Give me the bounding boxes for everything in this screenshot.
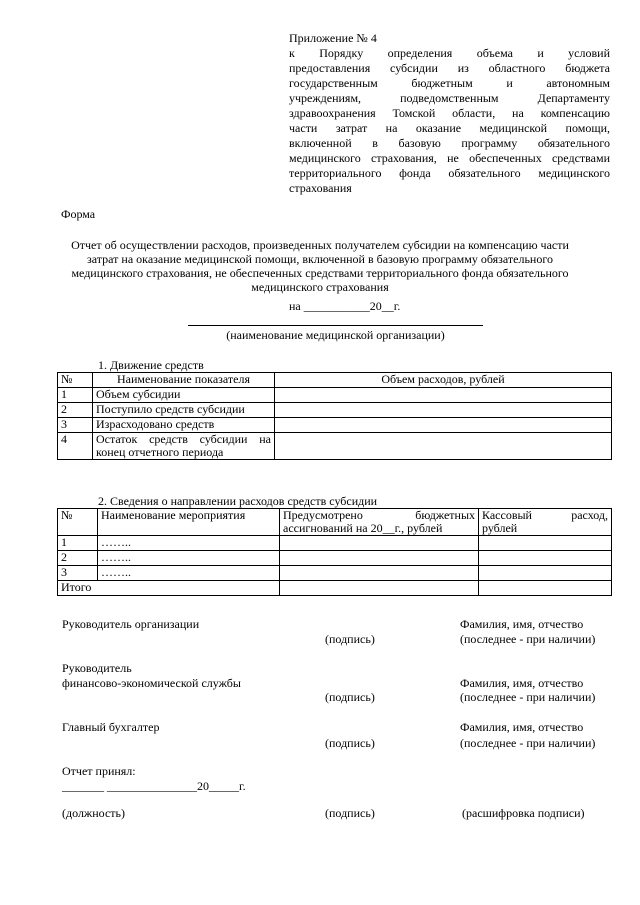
value-cell[interactable]: [280, 566, 479, 581]
form-label: Форма: [61, 207, 96, 221]
accepted-date[interactable]: _______ _______________20_____г.: [62, 779, 246, 793]
value-cell[interactable]: [479, 566, 612, 581]
row-label: Остаток средств субсидии на конец отчетного периода: [93, 433, 275, 460]
row-label: Израсходовано средств: [93, 418, 275, 433]
table-row: [58, 403, 612, 418]
value-cell[interactable]: [275, 403, 612, 418]
funds-movement-table: [57, 372, 612, 460]
row-number: 3: [58, 566, 98, 581]
finance-title-1: Руководитель: [62, 661, 132, 675]
appendix-line: государственным бюджетным и автономным: [289, 76, 610, 90]
row-number: 1: [58, 536, 98, 551]
position-caption: (должность): [62, 806, 125, 820]
fio-label: Фамилия, имя, отчество: [460, 676, 584, 690]
report-title: Отчет об осуществлении расходов, произведенных получателем субсидии на компенсацию части затрат на оказание медицинской помощи, включенной в базовую программу обязательного медицинского страхования, не обеспеченных средствами территориального фонда обязательного медицинского страхования: [71, 238, 569, 294]
table-header-row: [58, 509, 612, 536]
appendix-line: части затрат на оказание медицинской помощи,: [289, 121, 610, 135]
fio-note: (последнее - при наличии): [460, 632, 596, 646]
signature-caption: (подпись): [325, 806, 375, 820]
total-label: Итого: [58, 581, 280, 596]
value-cell[interactable]: [275, 433, 612, 460]
signature-caption: (подпись): [325, 690, 375, 704]
total-value[interactable]: [479, 581, 612, 596]
table-header-row: [58, 373, 612, 388]
value-cell[interactable]: [280, 551, 479, 566]
row-label[interactable]: ……..: [98, 566, 280, 581]
row-label: Поступило средств субсидии: [93, 403, 275, 418]
decode-caption: (расшифровка подписи): [462, 806, 585, 820]
appendix-line: учреждениям, подведомственным Департаменту: [289, 91, 610, 105]
row-number: 3: [58, 418, 93, 433]
fio-note: (последнее - при наличии): [460, 736, 596, 750]
row-label: Объем субсидии: [93, 388, 275, 403]
signature-caption: (подпись): [325, 632, 375, 646]
header-cell: Наименование показателя: [93, 373, 275, 388]
header-cell: Кассовый расход, рублей: [479, 509, 612, 536]
fio-note: (последнее - при наличии): [460, 690, 596, 704]
row-number: 2: [58, 403, 93, 418]
appendix-line: здравоохранения Томской области, на компенсацию: [289, 106, 610, 120]
value-cell[interactable]: [275, 418, 612, 433]
appendix-line: включенной в базовую программу обязательного: [289, 136, 610, 150]
header-cell: Предусмотрено бюджетных ассигнований на 20__г., рублей: [280, 509, 479, 536]
table-row: [58, 551, 612, 566]
org-name-caption: (наименование медицинской организации): [226, 328, 445, 342]
appendix-line: страхования: [289, 181, 352, 195]
appendix-line: территориального фонда обязательного медицинского: [289, 166, 610, 180]
table-row: [58, 418, 612, 433]
header-cell: Наименование мероприятия: [98, 509, 280, 536]
row-number: 2: [58, 551, 98, 566]
fio-label: Фамилия, имя, отчество: [460, 617, 584, 631]
row-number: 1: [58, 388, 93, 403]
total-value[interactable]: [280, 581, 479, 596]
row-label[interactable]: ……..: [98, 551, 280, 566]
total-row: [58, 581, 612, 596]
table-row: [58, 536, 612, 551]
value-cell[interactable]: [275, 388, 612, 403]
appendix-line: предоставления субсидии из областного бюджета: [289, 61, 610, 75]
head-title: Руководитель организации: [62, 617, 200, 631]
header-cell: №: [58, 509, 98, 536]
appendix-title: Приложение № 4: [289, 31, 377, 45]
row-label[interactable]: ……..: [98, 536, 280, 551]
section1-heading: 1. Движение средств: [98, 358, 204, 372]
appendix-line: к Порядку определения объема и условий: [289, 46, 610, 60]
row-number: 4: [58, 433, 93, 460]
appendix-block: [289, 31, 610, 196]
expenses-table: [57, 508, 612, 596]
org-name-line[interactable]: [188, 325, 483, 326]
table-row: [58, 433, 612, 460]
section2-heading: 2. Сведения о направлении расходов средств субсидии: [98, 494, 378, 508]
accepted-label: Отчет принял:: [62, 764, 136, 778]
value-cell[interactable]: [280, 536, 479, 551]
accountant-title: Главный бухгалтер: [62, 720, 160, 734]
appendix-line: медицинского страхования, не обеспеченных средствами: [289, 151, 610, 165]
table-row: [58, 388, 612, 403]
fio-label: Фамилия, имя, отчество: [460, 720, 584, 734]
value-cell[interactable]: [479, 551, 612, 566]
report-date: на ___________20__г.: [289, 299, 401, 313]
value-cell[interactable]: [479, 536, 612, 551]
signature-caption: (подпись): [325, 736, 375, 750]
header-cell: Объем расходов, рублей: [275, 373, 612, 388]
header-cell: №: [58, 373, 93, 388]
table-row: [58, 566, 612, 581]
finance-title-2: финансово-экономической службы: [62, 676, 241, 690]
